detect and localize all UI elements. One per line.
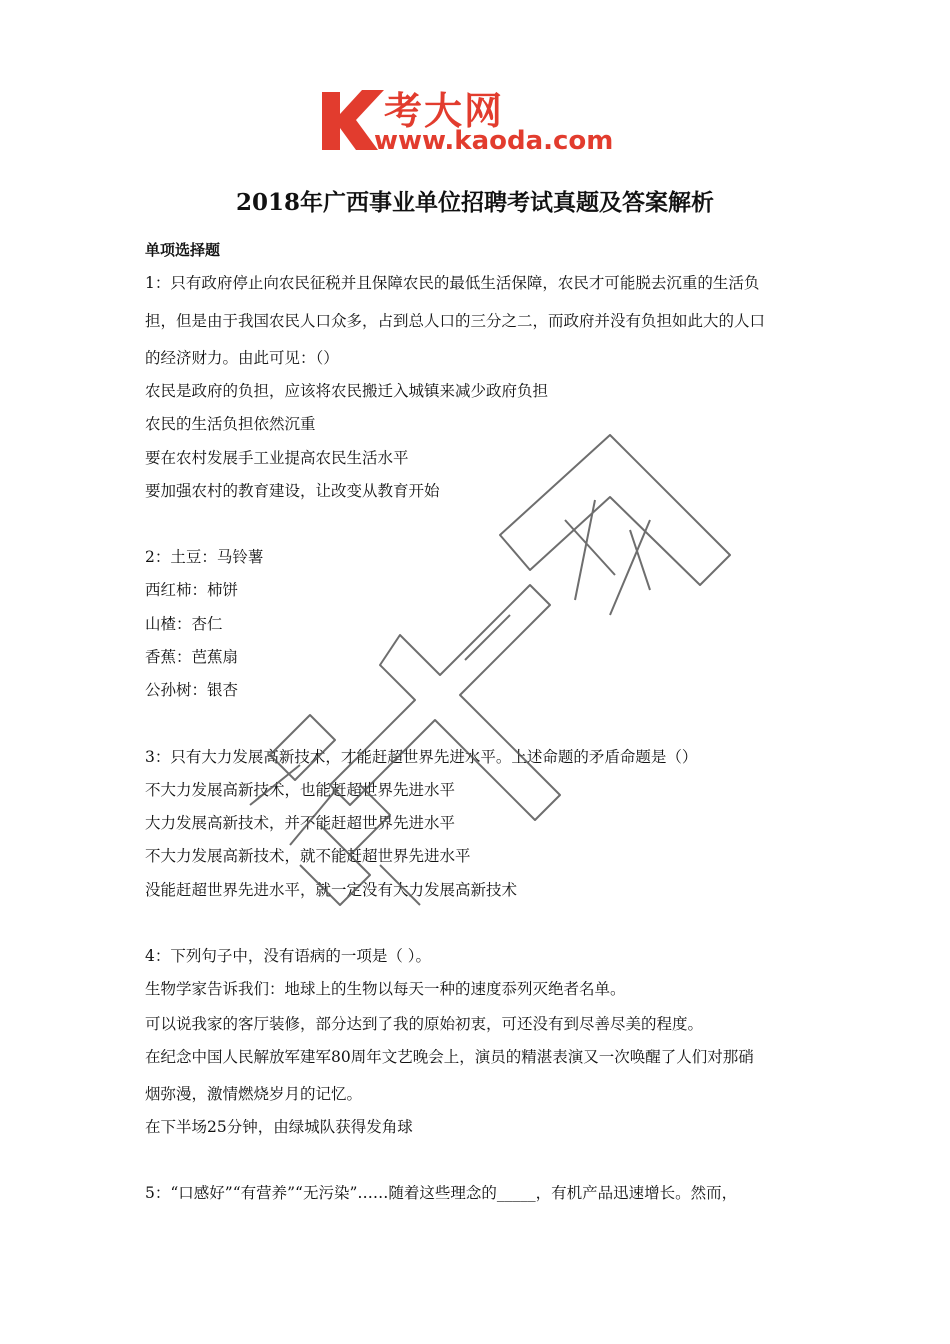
question-2-stem: 2：土豆：马铃薯 bbox=[145, 548, 264, 566]
question-2-option: 公孙树：银杏 bbox=[145, 681, 239, 699]
question-4-option-line-2: 烟弥漫，激情燃烧岁月的记忆。 bbox=[145, 1085, 363, 1103]
watermark-logo bbox=[230, 425, 750, 945]
kaoda-logo bbox=[318, 78, 638, 160]
question-1-option: 要加强农村的教育建设，让改变从教育开始 bbox=[145, 482, 440, 500]
logo-url-text: www.kaoda.com bbox=[374, 126, 614, 156]
question-2-option: 山楂：杏仁 bbox=[145, 615, 223, 633]
question-4-stem: 4：下列句子中，没有语病的一项是（ ）。 bbox=[145, 947, 432, 965]
question-2-option: 西红柿：柿饼 bbox=[145, 581, 239, 599]
question-4-option: 生物学家告诉我们：地球上的生物以每天一种的速度忝列灭绝者名单。 bbox=[145, 980, 626, 998]
question-3-option: 不大力发展高新技术，也能赶超世界先进水平 bbox=[145, 781, 456, 799]
question-1-stem-line-1: 1：只有政府停止向农民征税并且保障农民的最低生活保障，农民才可能脱去沉重的生活负 bbox=[145, 274, 760, 292]
question-3-option: 没能赶超世界先进水平，就一定没有大力发展高新技术 bbox=[145, 881, 518, 899]
question-1-stem-line-2: 担，但是由于我国农民人口众多，占到总人口的三分之二，而政府并没有负担如此大的人口 bbox=[145, 312, 766, 330]
document-title: 2018年广西事业单位招聘考试真题及答案解析 bbox=[235, 189, 714, 216]
question-5-stem: 5：“口感好”“有营养”“无污染”……随着这些理念的_____，有机产品迅速增长。然而， bbox=[145, 1184, 738, 1202]
question-3-stem: 3：只有大力发展高新技术，才能赶超世界先进水平。上述命题的矛盾命题是（） bbox=[145, 748, 698, 766]
section-heading: 单项选择题 bbox=[145, 241, 221, 259]
question-4-option: 可以说我家的客厅装修，部分达到了我的原始初衷，可还没有到尽善尽美的程度。 bbox=[145, 1015, 704, 1033]
question-3-option: 不大力发展高新技术，就不能赶超世界先进水平 bbox=[145, 847, 471, 865]
question-4-option-line-1: 在纪念中国人民解放军建军80周年文艺晚会上，演员的精湛表演又一次唤醒了人们对那硝 bbox=[145, 1048, 754, 1066]
question-4-option: 在下半场25分钟，由绿城队获得发角球 bbox=[145, 1118, 413, 1136]
question-1-option: 农民是政府的负担，应该将农民搬迁入城镇来减少政府负担 bbox=[145, 382, 549, 400]
question-1-option: 要在农村发展手工业提高农民生活水平 bbox=[145, 449, 409, 467]
logo-chinese-text: 考大网 bbox=[384, 89, 505, 133]
question-1-option: 农民的生活负担依然沉重 bbox=[145, 415, 316, 433]
question-2-option: 香蕉：芭蕉扇 bbox=[145, 648, 239, 666]
question-1-stem-line-3: 的经济财力。由此可见：（） bbox=[145, 349, 339, 367]
question-3-option: 大力发展高新技术，并不能赶超世界先进水平 bbox=[145, 814, 456, 832]
